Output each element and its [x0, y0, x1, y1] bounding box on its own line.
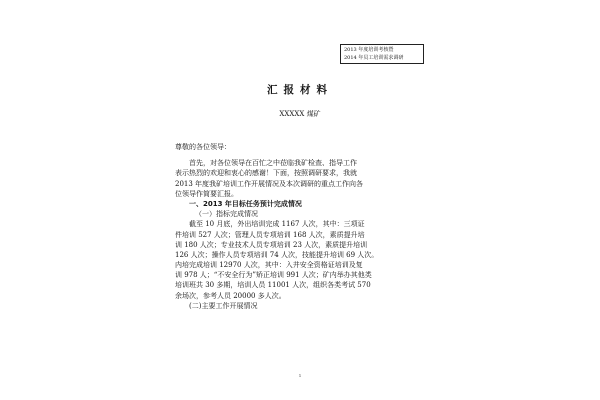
page-number: 1: [298, 373, 302, 378]
document-subtitle: XXXXX 煤矿: [279, 110, 321, 118]
header-label-line-1: 2013 年度培训考核暨: [344, 47, 394, 53]
paragraph-line-5: 内培完成培训 12970 人次，其中：入井安全资格证培训及复: [175, 261, 363, 270]
paragraph-line-7: 培训班共 30 多期，培训人员 11001 人次，组织各类考试 570: [175, 281, 371, 290]
subsection-1-heading: （一）指标完成情况: [195, 210, 258, 219]
paragraph-line-4: 126 人次；操作人员专项培训 74 人次，技能提升培训 69 人次。: [175, 250, 379, 259]
header-label-line-2: 2014 年员工培训需求调研: [344, 55, 404, 61]
document-body: [175, 142, 415, 311]
intro-line-3: 2013 年度我矿培训工作开展情况及本次调研的重点工作向各: [175, 179, 364, 188]
document-title: 汇报材料: [267, 84, 333, 96]
paragraph-line-1: 截至 10 月底，外出培训完成 1167 人次，其中：三项证: [189, 220, 365, 229]
intro-line-1: 首先，对各位领导在百忙之中莅临我矿检查、指导工作: [189, 159, 357, 168]
salutation: 尊敬的各位领导：: [175, 143, 231, 151]
paragraph-line-2: 件培训 527 人次；管理人员专项培训 168 人次，素质提升培: [175, 230, 365, 239]
header-label-box: [340, 44, 424, 64]
intro-line-4: 位领导作简要汇报。: [175, 189, 238, 198]
paragraph-line-6: 训 978 人；“不安全行为”矫正培训 991 人次；矿内举办其他类: [175, 271, 372, 280]
subsection-2-heading: (二)主要工作开展情况: [189, 301, 258, 310]
paragraph-line-8: 余场次，参考人员 20000 多人次。: [175, 291, 286, 300]
paragraph-line-3: 训 180 人次；专业技术人员专项培训 23 人次，素质提升培训: [175, 240, 368, 249]
section-1-heading: 一、2013 年目标任务预计完成情况: [189, 199, 302, 208]
intro-line-2: 表示热烈的欢迎和衷心的感谢！下面，按照调研要求，我就: [175, 169, 357, 178]
